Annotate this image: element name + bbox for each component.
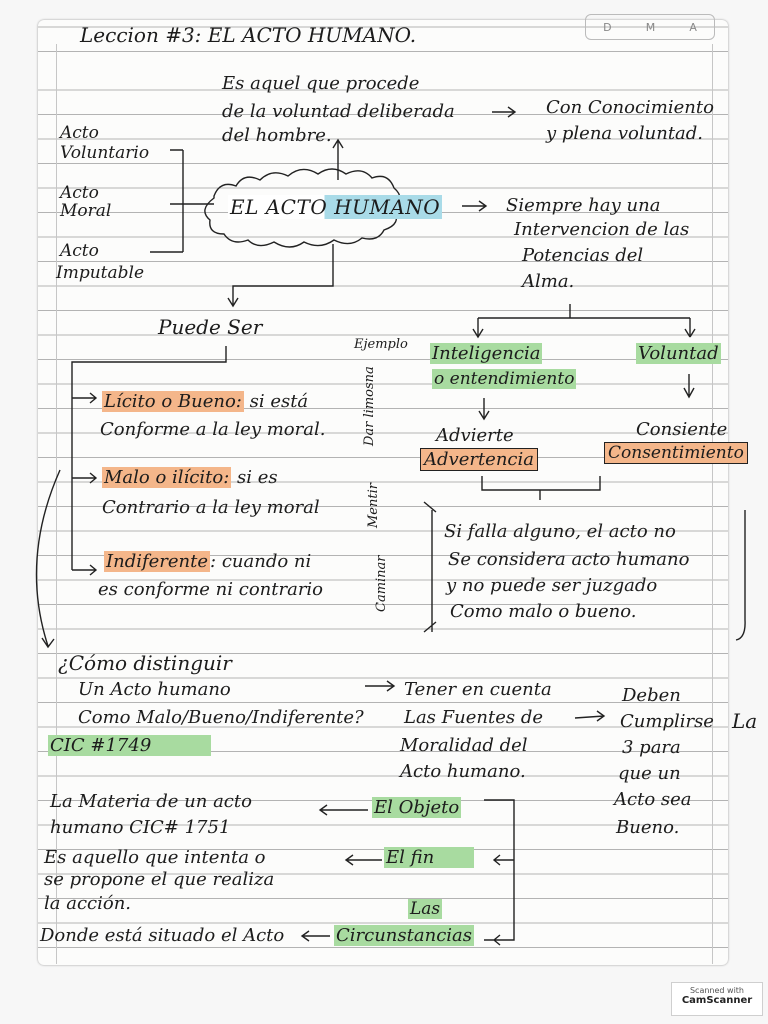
- right-note-3: Potencias del: [522, 245, 644, 266]
- item-licito-line2: Conforme a la ley moral.: [100, 419, 326, 440]
- con-conocimiento-1: Con Conocimiento: [546, 97, 714, 118]
- circ-label: [334, 926, 474, 946]
- acto-imputable-2: Imputable: [56, 263, 145, 283]
- entendimiento-text: o entendimiento: [434, 369, 575, 389]
- deben-line-5: Acto sea: [614, 789, 692, 810]
- item-licito-rest: si está: [243, 391, 309, 412]
- tree-puede-ser: [72, 346, 226, 575]
- deben-line-1: Deben: [622, 685, 681, 706]
- inteligencia-text: Inteligencia: [432, 343, 541, 364]
- center-concept-text: EL ACTO HUMANO: [230, 195, 441, 219]
- acto-moral-2: Moral: [60, 201, 112, 221]
- bracket-note-right: [736, 510, 745, 640]
- fin-desc-1: Es aquello que intenta o: [44, 847, 266, 868]
- bracket-note-left: [424, 502, 436, 632]
- objeto-text: El Objeto: [374, 797, 460, 818]
- cic-1749-text: CIC #1749: [48, 735, 211, 756]
- tener-line-3: Moralidad del: [400, 735, 528, 756]
- tener-line-4: Acto humano.: [400, 761, 526, 782]
- con-conocimiento-2: y plena voluntad.: [546, 123, 704, 144]
- item-malo-rest: si es: [231, 467, 278, 488]
- las-text: Las: [410, 899, 441, 919]
- objeto-desc-2: humano CIC# 1751: [50, 817, 231, 838]
- camscanner-watermark: [671, 982, 763, 1016]
- las-edge: La: [732, 709, 758, 733]
- circ-text: Circunstancias: [336, 925, 473, 946]
- ejemplo-label: Ejemplo: [354, 337, 408, 352]
- arrow-fin: [346, 855, 382, 865]
- consentimiento-label: [604, 444, 748, 463]
- inteligencia-label: [430, 344, 542, 364]
- brace-advertencia: [482, 476, 600, 500]
- cic-1749: [48, 736, 211, 756]
- definition-line-2: de la voluntad deliberada: [222, 101, 455, 122]
- consiente-label: Consiente: [636, 419, 728, 440]
- right-note-2: Intervencion de las: [514, 219, 690, 240]
- example-mentir: Mentir: [366, 483, 381, 528]
- line-cloud-down: [228, 244, 333, 306]
- item-licito: [102, 392, 308, 412]
- note-line-2: Se considera acto humano: [448, 549, 690, 570]
- arrow-definition: [492, 107, 515, 117]
- definition-line-1: Es aquel que procede: [222, 73, 420, 94]
- question-line-3: Como Malo/Bueno/Indiferente?: [78, 707, 364, 728]
- las-label: [408, 900, 442, 919]
- deben-line-3: 3 para: [622, 737, 681, 758]
- acto-imputable-1: Acto: [60, 241, 99, 261]
- item-licito-head: Lícito o Bueno:: [104, 391, 242, 412]
- date-box-year: A: [689, 20, 697, 34]
- voluntad-label: [636, 344, 721, 364]
- example-caminar: Caminar: [374, 555, 389, 612]
- fin-label: [384, 848, 474, 868]
- bracket-left-items: [150, 150, 214, 252]
- question-line-2: Un Acto humano: [78, 679, 231, 700]
- fin-desc-2: se propone el que realiza: [44, 869, 275, 890]
- center-concept: [228, 196, 442, 218]
- note-line-1: Si falla alguno, el acto no: [444, 521, 676, 542]
- deben-line-4: que un: [618, 763, 681, 784]
- advierte-label: Advierte: [436, 425, 514, 446]
- right-note-4: Alma.: [522, 271, 575, 292]
- deben-line-2: Cumplirse: [620, 711, 714, 732]
- watermark-line-2: CamScanner: [681, 995, 753, 1006]
- question-line-1: ¿Cómo distinguir: [58, 651, 232, 675]
- arrow-cloud-right: [462, 201, 486, 211]
- arrow-cloud-up: [333, 140, 343, 180]
- note-line-4: Como malo o bueno.: [450, 601, 637, 622]
- arrow-inteligencia-down: [479, 398, 489, 419]
- advertencia-text: Advertencia: [420, 448, 538, 471]
- arrow-voluntad-down: [684, 374, 694, 397]
- deben-line-6: Bueno.: [616, 817, 680, 838]
- arrow-tener: [365, 681, 394, 691]
- voluntad-text: Voluntad: [638, 343, 719, 364]
- objeto-desc-1: La Materia de un acto: [50, 791, 252, 812]
- curve-to-question: [36, 470, 60, 647]
- item-indiferente-line2: es conforme ni contrario: [98, 579, 324, 600]
- example-dar-limosna: Dar limosna: [362, 366, 377, 446]
- item-malo-line2: Contrario a la ley moral: [102, 497, 320, 518]
- tener-line-1: Tener en cuenta: [404, 679, 552, 700]
- acto-voluntario-1: Acto: [60, 123, 99, 143]
- advertencia-label: [420, 450, 538, 470]
- arrow-circ: [302, 931, 330, 941]
- item-malo-head: Malo o ilícito:: [104, 467, 230, 488]
- acto-moral-1: Acto: [60, 183, 99, 203]
- acto-voluntario-2: Voluntario: [60, 143, 150, 163]
- arrow-objeto: [320, 805, 368, 815]
- tener-line-2: Las Fuentes de: [404, 707, 543, 728]
- item-indiferente: [104, 552, 311, 572]
- puede-ser-label: Puede Ser: [158, 315, 263, 339]
- entendimiento-label: [432, 370, 576, 389]
- definition-line-3: del hombre.: [222, 125, 332, 146]
- objeto-label: [372, 798, 461, 818]
- right-note-1: Siempre hay una: [506, 195, 661, 216]
- arrow-deben: [575, 711, 604, 721]
- bracket-fuentes: [484, 800, 514, 945]
- consentimiento-text: Consentimiento: [604, 442, 748, 464]
- page-title: Leccion #3: EL ACTO HUMANO.: [80, 23, 417, 47]
- circ-desc: Donde está situado el Acto: [40, 925, 285, 946]
- fin-text: El fin: [384, 847, 474, 868]
- item-indiferente-head: Indiferente: [106, 551, 209, 572]
- date-box-month: M: [645, 20, 656, 34]
- fin-desc-3: la acción.: [44, 893, 132, 914]
- watermark-line-1: Scanned with: [689, 986, 745, 995]
- note-line-3: y no puede ser juzgado: [446, 575, 658, 596]
- line-faculties-split: [473, 304, 695, 337]
- date-box-day: D: [603, 20, 612, 34]
- item-indiferente-rest: : cuando ni: [210, 551, 312, 572]
- item-malo: [102, 468, 278, 488]
